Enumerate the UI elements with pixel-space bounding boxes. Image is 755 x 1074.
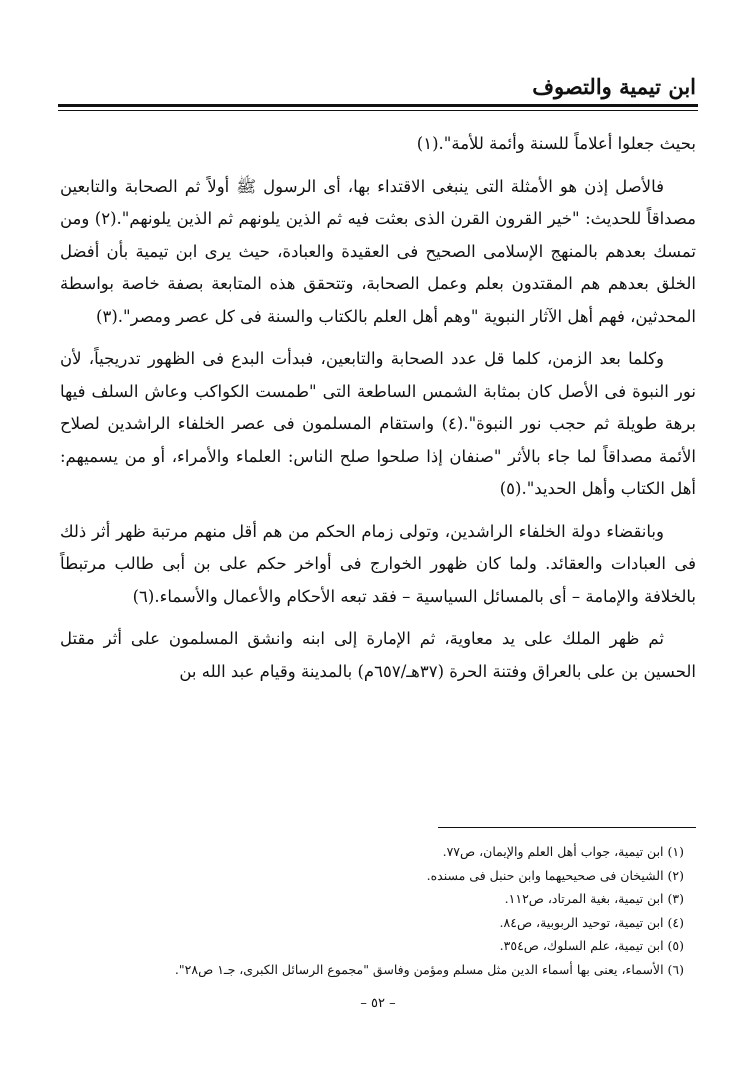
footnote: (٤) ابن تيمية، توحيد الربوبية، ص٨٤. xyxy=(499,914,684,930)
book-page xyxy=(58,0,698,1074)
paragraph: فالأصل إذن هو الأمثلة التى ينبغى الاقتداء بها، أى الرسول ﷺ أولاً ثم الصحابة والتابعين مصداقاً للحديث: "خير القرون القرن الذى بعثت فيه ثم الذين يلونهم ثم الذين يلونهم".(٢) ومن تمسك بعدهم بالمنهج الإسلامى الصحيح فى العقيدة والعبادة، حيث يرى ابن تيمية بأن أفضل الخلق بعدهم هم المقتدون بعلم وعمل الصحابة، وتتحقق هذه المتابعة بصفة خاصة بواسطة المحدثين، فهم أهل الآثار النبوية "وهم أهل العلم بالكتاب والسنة فى كل عصر ومصر".(٣) xyxy=(60,176,696,326)
footnote: (٥) ابن تيمية، علم السلوك، ص٣٥٤. xyxy=(499,938,684,953)
footnote-separator xyxy=(438,827,696,828)
footnote: (٦) الأسماء، يعنى بها أسماء الدين مثل مسلم ومؤمن وفاسق "مجموع الرسائل الكبرى، جـ١ ص٢٨". xyxy=(174,961,684,977)
main-text xyxy=(60,128,696,694)
footnotes xyxy=(60,840,684,981)
paragraph-continuation: بحيث جعلوا أعلاماً للسنة وأئمة للأمة".(١) xyxy=(416,134,696,153)
running-header-title: ابن تيمية والتصوف xyxy=(532,74,696,99)
paragraph: وبانقضاء دولة الخلفاء الراشدين، وتولى زمام الحكم من هم أقل منهم مرتبة ظهر أثر ذلك فى العبادات والعقائد. ولما كان ظهور الخوارج فى أواخر حكم على بن أبى طالب مرتبطاً بالخلافة والإمامة – أى بالمسائل السياسية – فقد تبعه الأحكام والأعمال والأسماء.(٦) xyxy=(60,521,696,606)
footnote: (٣) ابن تيمية، بغية المرتاد، ص١١٢. xyxy=(504,891,684,906)
header-rule-thin xyxy=(58,110,698,111)
header-rule-thick xyxy=(58,104,698,107)
page-number: – ٥٢ – xyxy=(360,996,396,1011)
footnote: (٢) الشيخان فى صحيحيهما وابن حنبل فى مسنده. xyxy=(426,867,684,883)
running-header xyxy=(58,72,698,112)
paragraph: وكلما بعد الزمن، كلما قل عدد الصحابة والتابعين، فبدأت البدع فى الظهور تدريجياً، لأن نور النبوة فى الأصل كان بمثابة الشمس الساطعة التى "طمست الكواكب وعاش السلف فيها برهة طويلة ثم حجب نور النبوة".(٤) واستقام المسلمون فى عصر الخلفاء الراشدين لصلاح الأئمة مصداقاً لما جاء بالأثر "صنفان إذا صلحوا صلح الناس: العلماء والأمراء، أو من يسميهم: أهل الكتاب وأهل الحديد".(٥) xyxy=(60,349,696,498)
paragraph: ثم ظهر الملك على يد معاوية، ثم الإمارة إلى ابنه وانشق المسلمون على أثر مقتل الحسين بن على بالعراق وفتنة الحرة (٣٧هـ/٦٥٧م) بالمدينة وقيام عبد الله بن xyxy=(60,629,696,681)
footnote: (١) ابن تيمية، جواب أهل العلم والإيمان، ص٧٧. xyxy=(442,844,684,859)
